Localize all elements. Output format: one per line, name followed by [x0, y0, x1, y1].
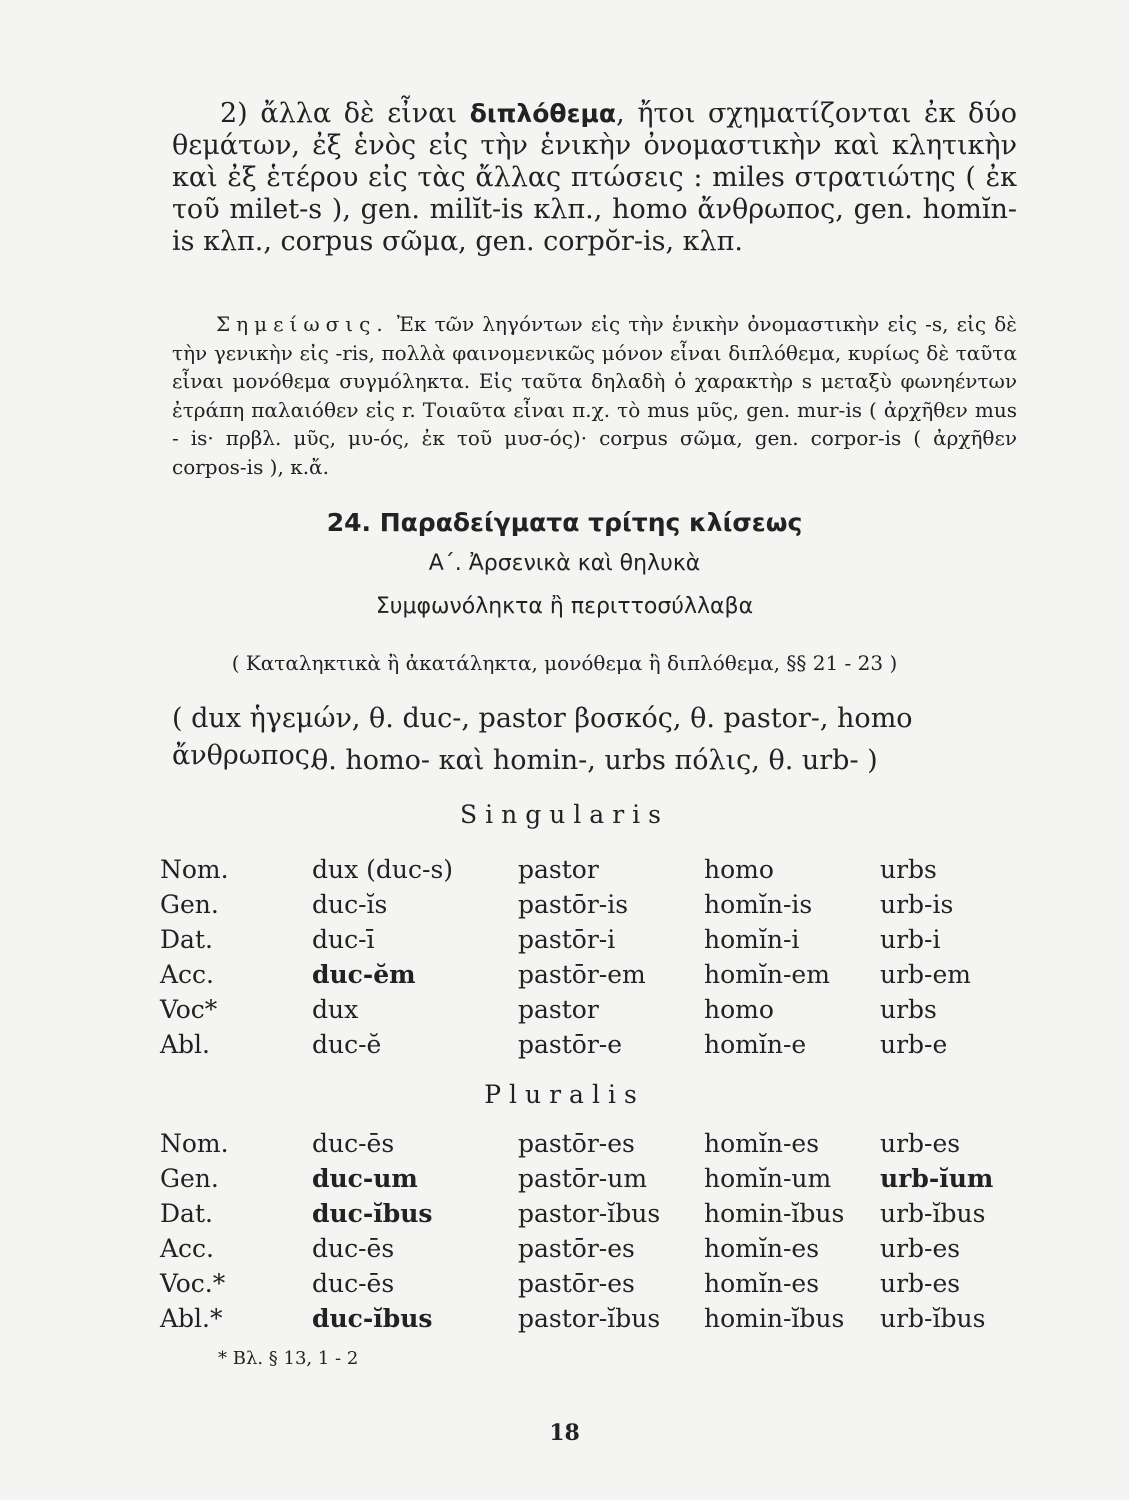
- singularis-table: [160, 852, 1000, 1062]
- pastor-form: pastōr-i: [518, 925, 616, 954]
- case-label: Acc.: [160, 960, 215, 989]
- homo-form: homĭn-um: [704, 1164, 832, 1193]
- homo-form: homĭn-em: [704, 960, 830, 989]
- homo-form: homin-ĭbus: [704, 1199, 845, 1228]
- pastor-form: pastōr-es: [518, 1234, 635, 1263]
- pastor-form: pastōr-is: [518, 890, 629, 919]
- case-label: Voc*: [160, 995, 218, 1024]
- subheading-gender: Α΄. Ἀρσενικὰ καὶ θηλυκὰ: [428, 551, 701, 576]
- dux-form: duc-ĭbus: [312, 1199, 433, 1228]
- section-reference: ( Καταληκτικὰ ἢ ἀκατάληκτα, μονόθεμα ἢ διπλόθεμα, §§ 21 - 23 ): [231, 651, 898, 675]
- table-row: [160, 957, 1000, 992]
- urbs-form: urbs: [880, 995, 937, 1024]
- paragraph-text-a: ἄλλα δὲ εἶναι: [260, 98, 458, 129]
- subheading-type: Συμφωνόληκτα ἢ περιττοσύλλαβα: [375, 594, 754, 619]
- homo-form: homo: [704, 855, 774, 884]
- homo-form: homin-ĭbus: [704, 1304, 845, 1333]
- homo-form: homĭn-e: [704, 1030, 807, 1059]
- dux-form: duc-ēs: [312, 1234, 395, 1263]
- urbs-form: urb-is: [880, 890, 954, 919]
- case-label: Acc.: [160, 1234, 215, 1263]
- homo-form: homĭn-is: [704, 890, 813, 919]
- note-label: Σημείωσις.: [216, 312, 389, 336]
- urbs-form: urb-ĭbus: [880, 1304, 986, 1333]
- dux-form: duc-ēs: [312, 1269, 395, 1298]
- pastor-form: pastor-ĭbus: [518, 1304, 661, 1333]
- paragraph-2: [172, 98, 1017, 258]
- table-row: [160, 922, 1000, 957]
- case-label: Nom.: [160, 1129, 229, 1158]
- table-row: [160, 852, 1000, 887]
- pastor-form: pastōr-e: [518, 1030, 623, 1059]
- dux-form: duc-ĕm: [312, 960, 416, 989]
- paragraph-number: 2): [220, 98, 248, 129]
- urbs-form: urb-es: [880, 1129, 961, 1158]
- dux-form: dux: [312, 995, 359, 1024]
- pastor-form: pastōr-um: [518, 1164, 648, 1193]
- urbs-form: urb-em: [880, 960, 972, 989]
- pastor-form: pastor: [518, 855, 599, 884]
- bold-term: διπλόθεμα: [469, 99, 617, 128]
- urbs-form: urb-e: [880, 1030, 948, 1059]
- table-row: [160, 992, 1000, 1027]
- pastor-form: pastōr-es: [518, 1129, 635, 1158]
- urbs-form: urbs: [880, 855, 937, 884]
- urbs-form: urb-i: [880, 925, 941, 954]
- pastor-form: pastor-ĭbus: [518, 1199, 661, 1228]
- dux-form: dux (duc-s): [312, 855, 454, 884]
- table-row: [160, 1161, 1000, 1196]
- case-label: Gen.: [160, 890, 219, 919]
- note-text: Ἐκ τῶν ληγόντων εἰς τὴν ἑνικὴν ὀνομαστικὴν εἰς -s, εἰς δὲ τὴν γενικὴν εἰς -ris, πολλὰ φαινομενικῶς μόνον εἶναι διπλόθεμα, κυρίως δὲ ταῦτα εἶναι μονόθεμα συγμόληκτα. Εἰς ταῦτα δηλαδὴ ὁ χαρακτὴρ s μεταξὺ φωνηέντων ἐτράπη παλαιόθεν εἰς r. Τοιαῦτα εἶναι π.χ. τὸ mus μῦς, gen. mur-is ( ἀρχῆθεν mus - is· πρβλ. μῦς, μυ-ός, ἐκ τοῦ μυσ-ός)· corpus σῶμα, gen. corpor-is ( ἀρχῆθεν corpos-is ), κ.ἄ.: [172, 312, 1017, 479]
- paragraph-text-b: , ἤτοι σχηματίζονται ἐκ δύο θεμάτων, ἐξ ἑνὸς εἰς τὴν ἑνικὴν ὀνομαστικὴν καὶ κλητικὴν καὶ ἐξ ἑτέρου εἰς τὰς ἄλλας πτώσεις : miles στρατιώτης ( ἐκ τοῦ milet-s ), gen. milĭt-is κλπ., homo ἄνθρωπος, gen. homĭn-is κλπ., corpus σῶμα, gen. corpŏr-is, κλπ.: [172, 98, 1017, 257]
- case-label: Dat.: [160, 1199, 213, 1228]
- pastor-form: pastor: [518, 995, 599, 1024]
- pastor-form: pastōr-es: [518, 1269, 635, 1298]
- urbs-form: urb-es: [880, 1269, 961, 1298]
- urbs-form: urb-ĭbus: [880, 1199, 986, 1228]
- case-label: Abl.*: [160, 1304, 223, 1333]
- homo-form: homĭn-i: [704, 925, 800, 954]
- dux-form: duc-ĕ: [312, 1030, 382, 1059]
- table-row: [160, 1027, 1000, 1062]
- dux-form: duc-ĭbus: [312, 1304, 433, 1333]
- urbs-form: urb-es: [880, 1234, 961, 1263]
- dux-form: duc-ī: [312, 925, 375, 954]
- case-label: Gen.: [160, 1164, 219, 1193]
- pastor-form: pastōr-em: [518, 960, 646, 989]
- table-row: [160, 1301, 1000, 1336]
- case-label: Nom.: [160, 855, 229, 884]
- footnote: * Βλ. § 13, 1 - 2: [218, 1348, 359, 1369]
- table-row: [160, 1266, 1000, 1301]
- table-row: [160, 1231, 1000, 1266]
- pluralis-table: [160, 1126, 1000, 1336]
- examples-line-2: θ. homo- καὶ homin-, urbs πόλις, θ. urb- ): [312, 745, 878, 776]
- homo-form: homĭn-es: [704, 1234, 820, 1263]
- table-row: [160, 887, 1000, 922]
- table-row: [160, 1196, 1000, 1231]
- case-label: Voc.*: [160, 1269, 226, 1298]
- dux-form: duc-um: [312, 1164, 418, 1193]
- dux-form: duc-ĭs: [312, 890, 388, 919]
- dux-form: duc-ēs: [312, 1129, 395, 1158]
- examples-line-1: ( dux ἡγεμών, θ. duc-, pastor βοσκός, θ. pastor-, homo ἄνθρωπος,: [172, 703, 913, 771]
- homo-form: homĭn-es: [704, 1129, 820, 1158]
- note-paragraph: [172, 310, 1017, 481]
- case-label: Dat.: [160, 925, 213, 954]
- section-heading: 24. Παραδείγματα τρίτης κλίσεως: [326, 508, 803, 537]
- case-label: Abl.: [160, 1030, 210, 1059]
- urbs-form: urb-ĭum: [880, 1164, 994, 1193]
- homo-form: homĭn-es: [704, 1269, 820, 1298]
- page-number: 18: [549, 1420, 580, 1446]
- pluralis-label: Pluralis: [484, 1080, 645, 1109]
- table-row: [160, 1126, 1000, 1161]
- homo-form: homo: [704, 995, 774, 1024]
- singularis-label: Singularis: [459, 800, 669, 829]
